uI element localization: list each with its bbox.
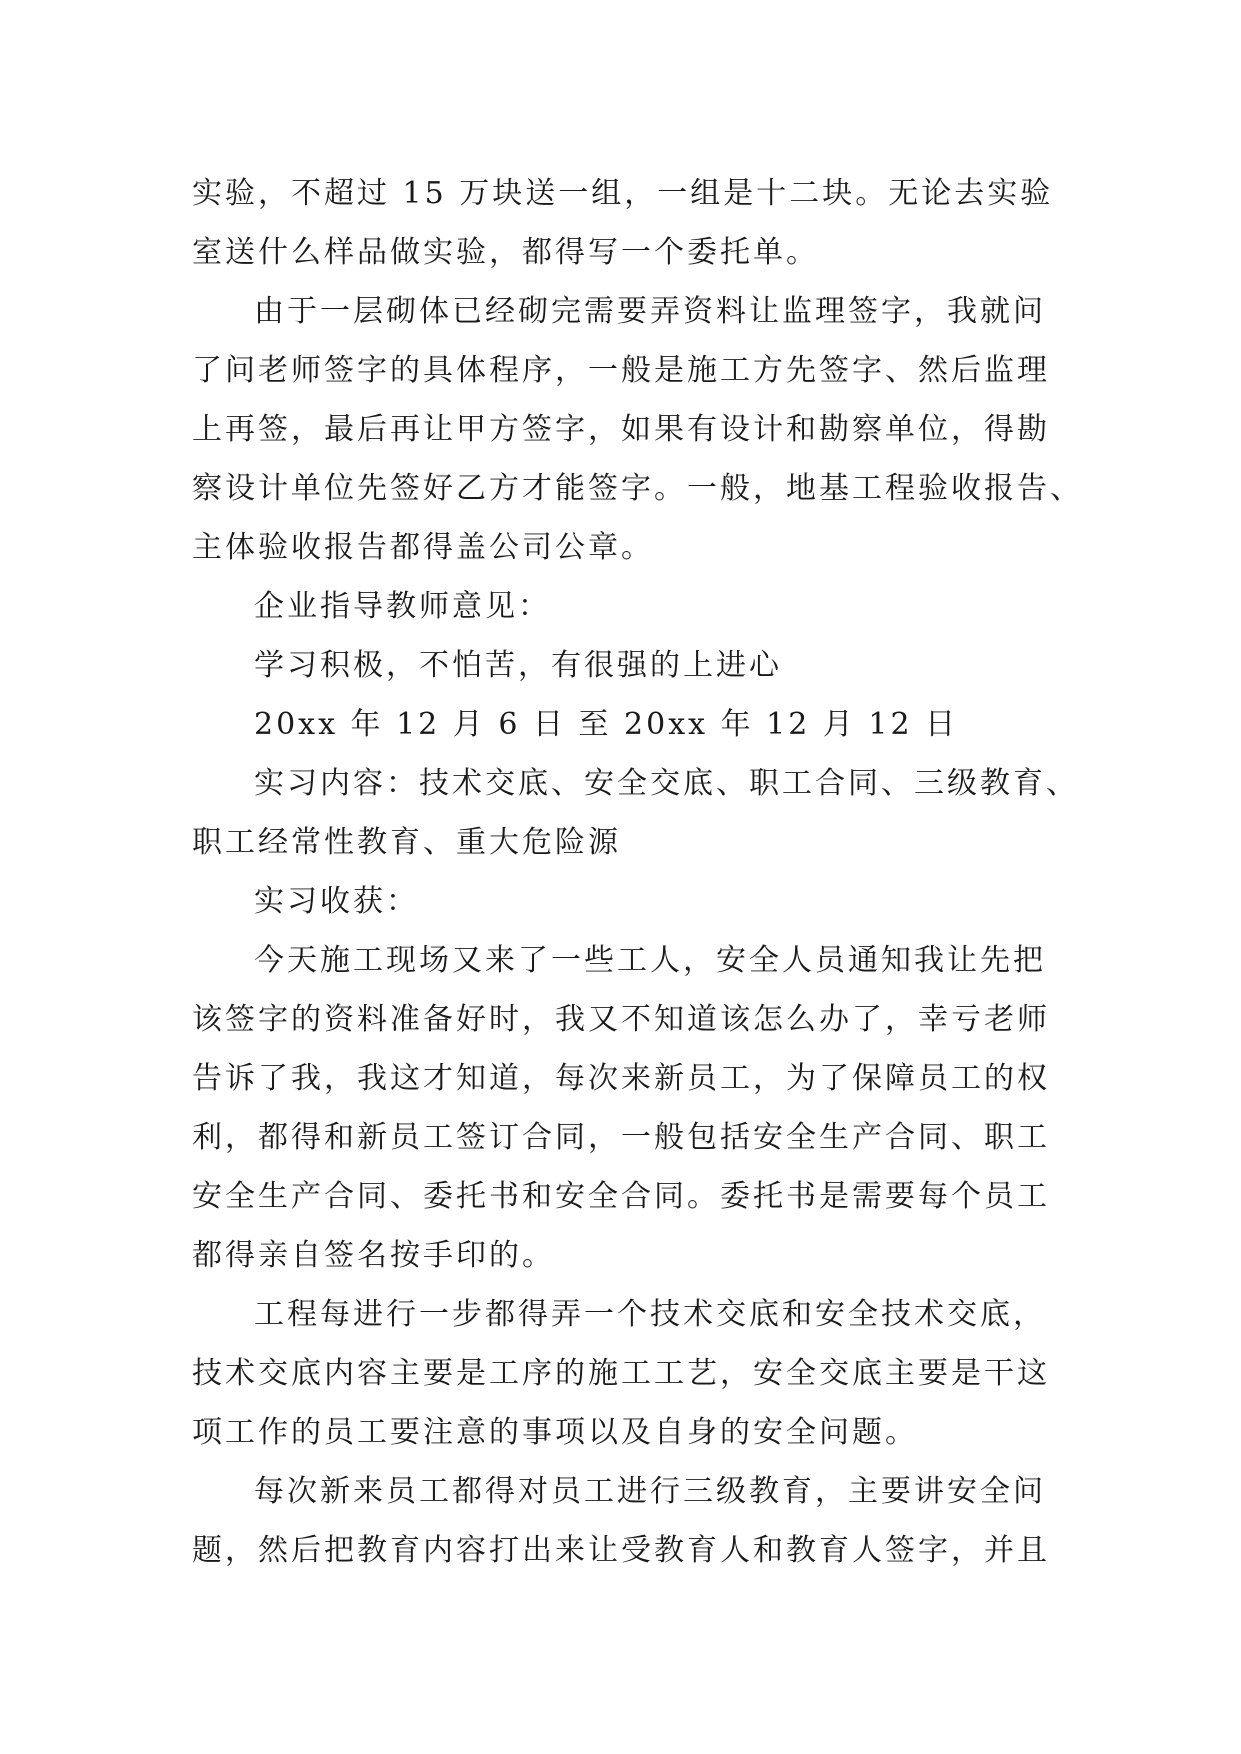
text-line: 企业指导教师意见： [254,589,551,624]
text-line: 实验，不超过 15 万块送一组，一组是十二块。无论去实验 [192,176,1054,211]
text-line: 实习内容：技术交底、安全交底、职工合同、三级教育、 [254,766,1079,801]
text-line: 今天施工现场又来了一些工人，安全人员通知我让先把 [254,943,1046,978]
text-line: 题，然后把教育内容打出来让受教育人和教育人签字，并且 [192,1533,1050,1568]
text-line: 职工经常性教育、重大危险源 [192,825,621,860]
text-line: 都得亲自签名按手印的。 [192,1238,555,1273]
text-line: 20xx 年 12 月 6 日 至 20xx 年 12 月 12 日 [254,707,959,742]
text-line: 上再签，最后再让甲方签字，如果有设计和勘察单位，得勘 [192,412,1050,447]
text-line: 察设计单位先签好乙方才能签字。一般，地基工程验收报告、 [192,471,1083,506]
document-body [192,164,1083,1580]
text-line: 利，都得和新员工签订合同，一般包括安全生产合同、职工 [192,1120,1050,1155]
text-line: 工程每进行一步都得弄一个技术交底和安全技术交底， [254,1297,1046,1332]
text-line: 项工作的员工要注意的事项以及自身的安全问题。 [192,1415,918,1450]
text-line: 由于一层砌体已经砌完需要弄资料让监理签字，我就问 [254,294,1046,329]
text-line: 技术交底内容主要是工序的施工工艺，安全交底主要是干这 [192,1356,1050,1391]
text-line: 每次新来员工都得对员工进行三级教育，主要讲安全问 [254,1474,1046,1509]
text-line: 室送什么样品做实验，都得写一个委托单。 [192,235,819,270]
text-line: 安全生产合同、委托书和安全合同。委托书是需要每个员工 [192,1179,1050,1214]
text-line: 告诉了我，我这才知道，每次来新员工，为了保障员工的权 [192,1061,1050,1096]
text-line: 该签字的资料准备好时，我又不知道该怎么办了，幸亏老师 [192,1002,1050,1037]
text-line: 实习收获： [254,884,419,919]
text-line: 主体验收报告都得盖公司公章。 [192,530,654,565]
text-line: 了问老师签字的具体程序，一般是施工方先签字、然后监理 [192,353,1050,388]
text-line: 学习积极，不怕苦，有很强的上进心 [254,648,782,683]
